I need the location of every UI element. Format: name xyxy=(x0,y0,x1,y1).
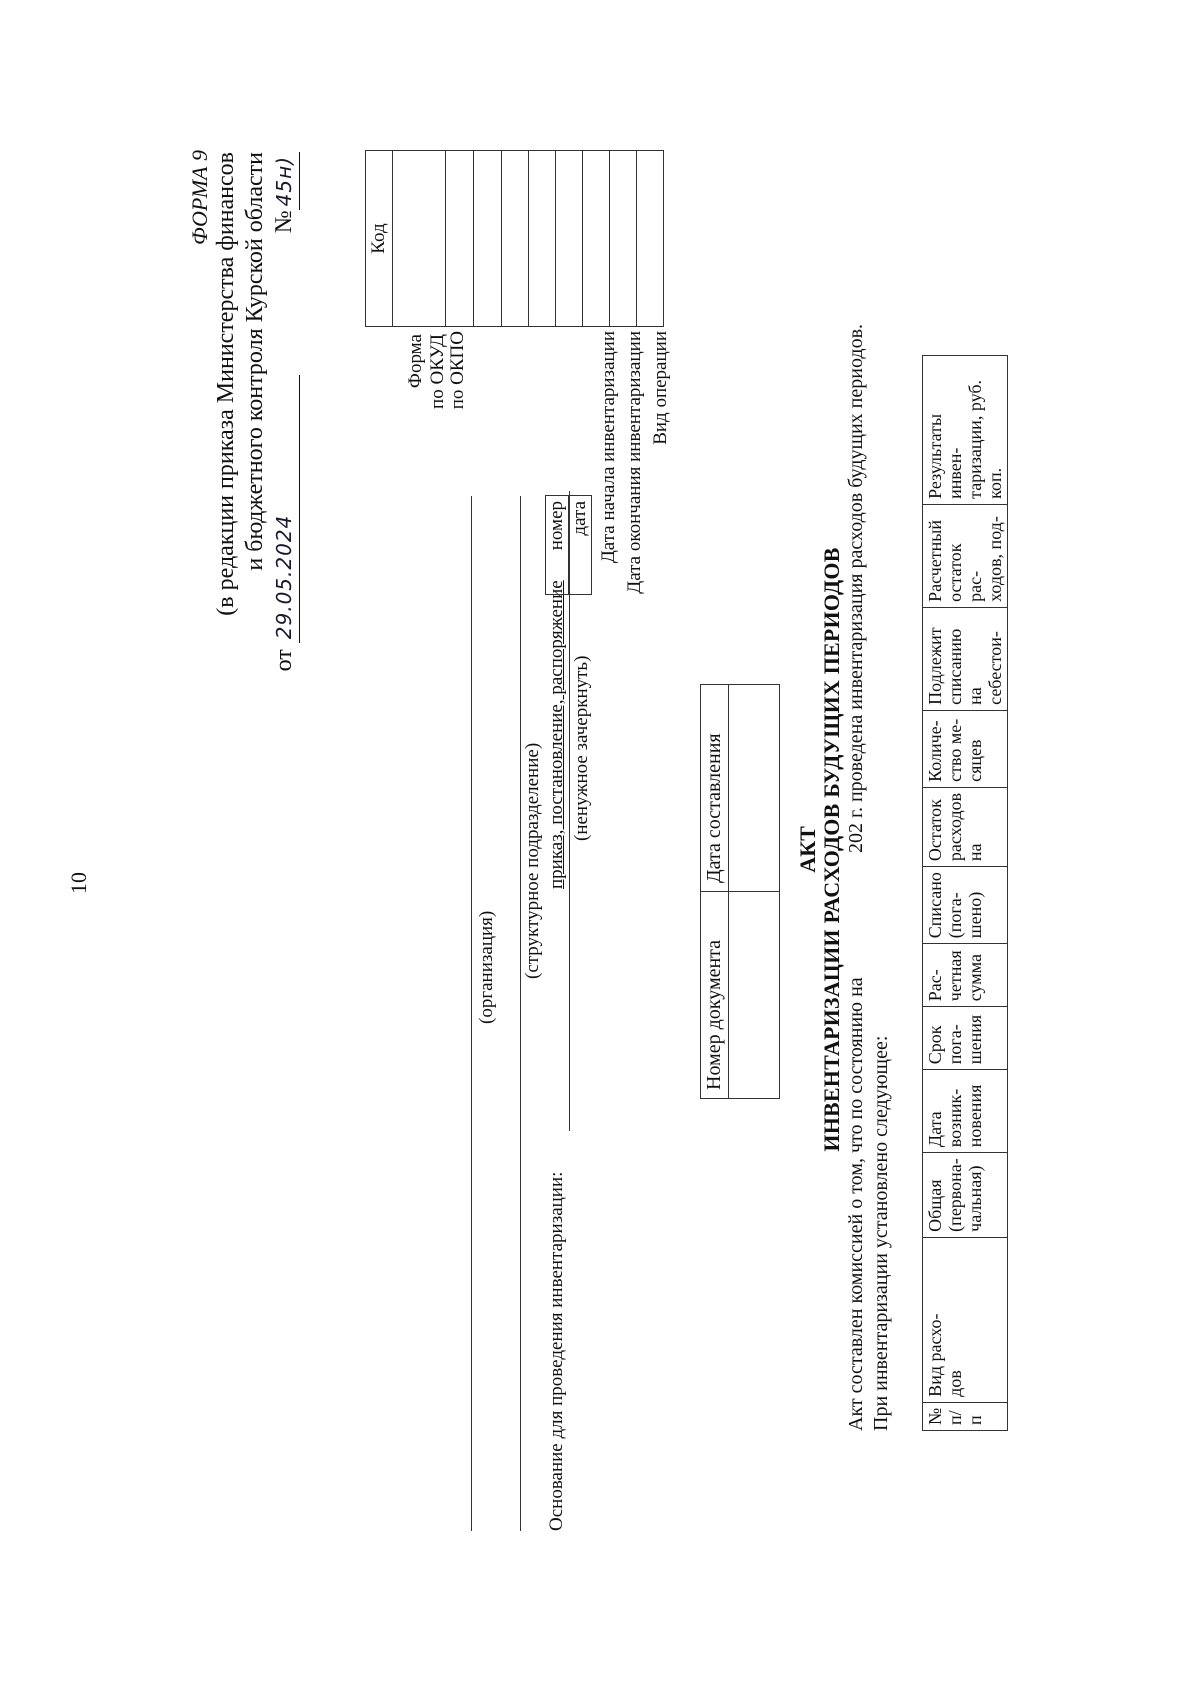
order-number-code-cell[interactable] xyxy=(529,151,556,327)
okpo-code-cell[interactable] xyxy=(446,151,474,327)
okud-code-cell[interactable] xyxy=(393,151,446,327)
codes-header: Код xyxy=(366,151,393,327)
col-header-inventory-results: Результаты инвен- таризации, руб. коп. xyxy=(923,355,1008,504)
document-number-header: Номер документа xyxy=(701,892,729,1099)
col-header-number: № п/ п xyxy=(923,1402,1008,1430)
document-number-value[interactable] xyxy=(729,892,780,1099)
col-header-written-off: Списано (пога- шено) xyxy=(923,867,1008,944)
basis-options: приказ, постановление, распоряжение xyxy=(546,580,567,889)
okud-label: Форма по ОКУД xyxy=(405,334,448,409)
start-date-label: Дата начала инвентаризации xyxy=(598,331,619,564)
edition-note xyxy=(212,152,300,671)
document-box xyxy=(700,684,780,1099)
edition-line-2: и бюджетного контроля Курской области xyxy=(242,152,268,571)
document-date-value[interactable] xyxy=(729,685,780,892)
edition-number-field xyxy=(270,152,300,210)
col-header-total-initial: Общая (первона- чальная) xyxy=(923,1153,1008,1238)
operation-code-cell[interactable] xyxy=(637,151,664,327)
act-title: АКТ xyxy=(795,826,820,873)
intro-line-2: При инвентаризации установлено следующее: xyxy=(870,1035,892,1431)
end-date-code-cell[interactable] xyxy=(610,151,637,327)
act-subtitle: ИНВЕНТАРИЗАЦИИ РАСХОДОВ БУДУЩИХ ПЕРИОДОВ xyxy=(819,547,844,1152)
department-caption: (структурное подразделение) xyxy=(522,742,543,979)
edition-line-3 xyxy=(270,152,300,671)
page-number: 10 xyxy=(66,872,91,894)
col-header-calculated-balance: Расчетный остаток рас- ходов, под- xyxy=(923,504,1008,607)
code-cell-4[interactable] xyxy=(502,151,529,327)
basis-note: (ненужное зачеркнуть) xyxy=(571,655,592,841)
organization-caption: (организация) xyxy=(476,910,497,1024)
edition-number: 45н) xyxy=(272,156,296,207)
code-cell-3[interactable] xyxy=(474,151,502,327)
document-date-header: Дата составления xyxy=(701,685,729,892)
intro-line-1-start: Акт составлен комиссией о том, что по состоянию на xyxy=(845,977,867,1431)
col-header-months-count: Количе- ство ме- сяцев xyxy=(923,710,1008,787)
edition-date-field xyxy=(270,375,300,643)
col-header-occurrence-date: Дата возник- новения xyxy=(923,1070,1008,1153)
order-number-label: номер xyxy=(546,496,569,595)
inventory-table-header-row xyxy=(923,355,1008,1430)
edition-date: 29.05.2024 xyxy=(272,514,296,640)
edition-number-label: № xyxy=(271,210,297,234)
intro-line-1-end: 202 г. проведена инвентаризация расходов будущих периодов. xyxy=(845,323,867,853)
operation-label: Вид операции xyxy=(650,331,671,445)
organization-line xyxy=(471,496,472,1531)
order-date-label: дата xyxy=(569,496,592,595)
okpo-label: по ОКПО xyxy=(447,331,468,410)
order-date-code-cell[interactable] xyxy=(556,151,583,327)
department-line xyxy=(520,496,521,1531)
col-header-remaining-expenses: Остаток расходов на xyxy=(923,787,1008,866)
col-header-repayment-term: Срок пога- шения xyxy=(923,1007,1008,1070)
end-date-label: Дата окончания инвентаризации xyxy=(624,331,645,594)
basis-label: Основание для проведения инвентаризации: xyxy=(546,1171,567,1531)
inventory-table xyxy=(922,355,1008,1431)
order-number-date-box xyxy=(545,495,592,595)
edition-line-1: (в редакции приказа Министерства финансов xyxy=(213,152,239,616)
form-title: ФОРМА 9 xyxy=(187,150,212,246)
col-header-calculated-sum: Рас- четная сумма xyxy=(923,944,1008,1007)
col-header-expense-type: Вид расхо- дов xyxy=(923,1237,1008,1402)
start-date-code-cell[interactable] xyxy=(583,151,610,327)
col-header-to-be-written-off: Подлежит списанию на себестои- xyxy=(923,607,1008,710)
codes-table xyxy=(365,150,664,327)
edition-from-label: от xyxy=(271,649,297,672)
